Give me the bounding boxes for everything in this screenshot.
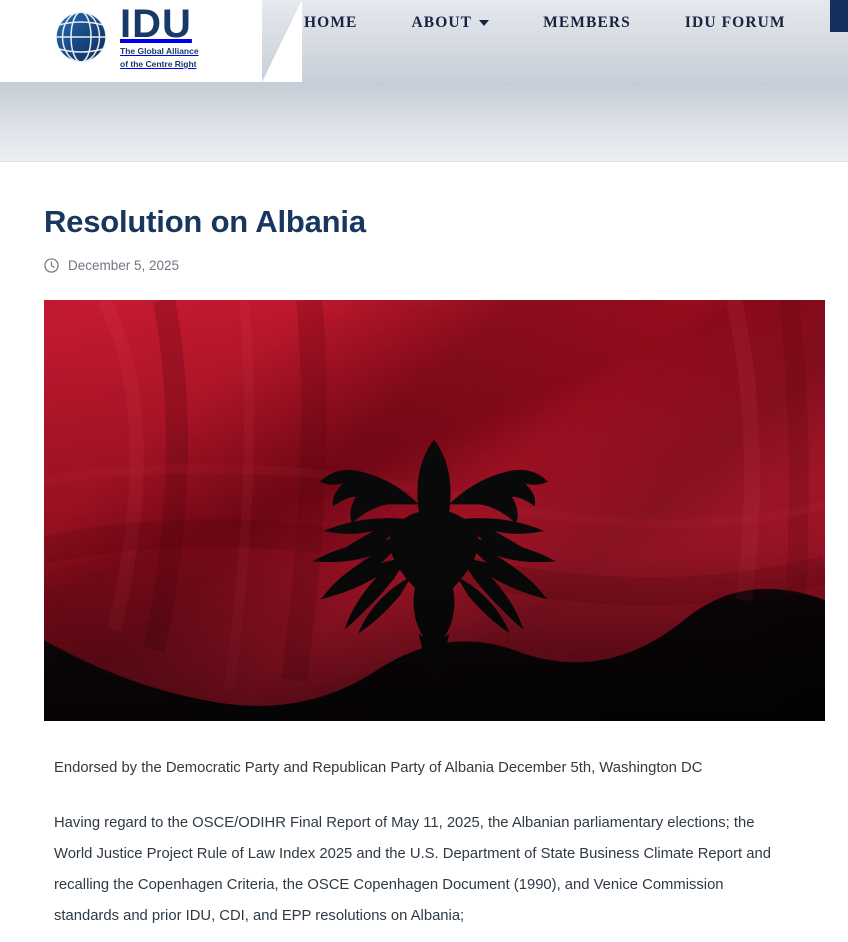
logo-tagline-line1: The Global Alliance: [120, 46, 199, 56]
logo-tagline-line2: of the Centre Right: [120, 59, 197, 69]
hero-banner-strip: [0, 82, 848, 162]
featured-image: [44, 300, 825, 721]
nav-item-home[interactable]: [304, 14, 357, 32]
site-logo[interactable]: [48, 4, 199, 70]
nav-item-home-label: HOME: [304, 14, 358, 31]
chevron-down-icon: [479, 20, 489, 26]
article-paragraph-1: Endorsed by the Democratic Party and Republican Party of Albania December 5th, Washington DC: [54, 760, 703, 776]
article-date: December 5, 2025: [68, 258, 180, 273]
nav-item-idu-forum-label: IDU FORUM: [684, 14, 786, 31]
header-accent-block: [830, 0, 848, 32]
page-title: Resolution on Albania: [44, 204, 366, 239]
nav-item-members[interactable]: [543, 14, 631, 32]
main-navigation: [270, 0, 848, 46]
globe-icon: [48, 6, 114, 68]
nav-item-members-label: MEMBERS: [543, 14, 631, 31]
nav-item-idu-forum[interactable]: [685, 14, 786, 32]
article-paragraph-2: Having regard to the OSCE/ODIHR Final Report of May 11, 2025, the Albanian parliamentary elections; the World Justice Project Rule of Law Index 2025 and the U.S. Department of State Business Climate Report and recalling the Copenhagen Criteria, the OSCE Copenhagen Document (1990), and Venice Commission standards and prior IDU, CDI, and EPP resolutions on Albania;: [54, 815, 771, 924]
article-meta: [44, 258, 804, 273]
article-content: [0, 204, 848, 932]
logo-text-block: [120, 4, 199, 70]
clock-icon: [44, 258, 59, 273]
nav-item-about-label: ABOUT: [411, 14, 473, 31]
article-body: [44, 753, 804, 932]
logo-abbr: IDU: [120, 2, 192, 46]
nav-item-about[interactable]: [411, 14, 489, 32]
site-header: [0, 0, 848, 82]
